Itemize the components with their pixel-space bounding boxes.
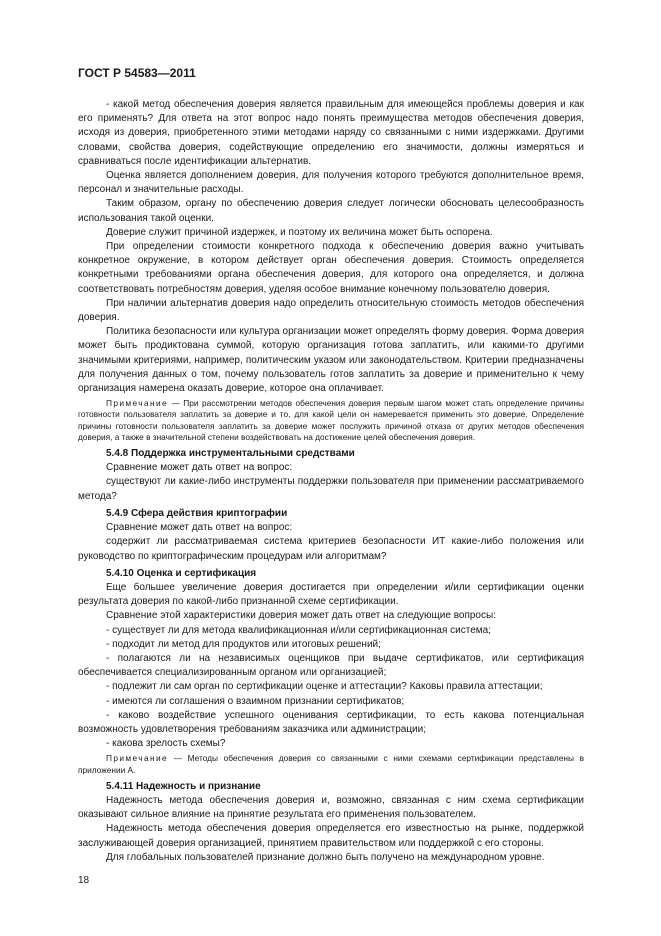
paragraph: Оценка является дополнением доверия, для получения которого требуются дополнительное время, персонал и значительные расходы. (78, 170, 584, 196)
document-body (78, 98, 584, 865)
page-number: 18 (78, 875, 90, 886)
paragraph: Доверие служит причиной издержек, и поэтому их величина может быть оспорена. (106, 226, 493, 238)
paragraph: Еще большее увеличение доверия достигается при определении и/или сертификации оценки результата доверия по какой-либо признанной схеме сертификации. (78, 581, 584, 608)
note (78, 398, 584, 443)
note-label: Примечание (106, 398, 169, 409)
list-item: - подходит ли метод для продуктов или итоговых решений; (106, 638, 381, 650)
note-text: — При рассмотрении методов обеспечения доверия первым шагом может стать определение причины готовности пользователя заплатить за доверие и то, для какой цели он намеревается применить это доверие. Определение причины готовности пользователя заплатить за доверие может послужить причиной отказа от других методов обеспечения доверия, а также в значительной степени воздействовать на достижение целей обеспечения доверия. (78, 398, 584, 442)
list-item: - существует ли для метода квалификационная и/или сертификационная система; (106, 624, 491, 636)
list-item: - каково воздействие успешного оценивания сертификации, то есть какова потенциальная возможность удовлетворения требованиям заказчика или администрации; (78, 709, 584, 735)
section-heading: 5.4.10 Оценка и сертификация (106, 567, 257, 579)
paragraph: При наличии альтернатив доверия надо определить относительную стоимость методов обеспечения доверия. (78, 297, 584, 324)
note-text: — Методы обеспечения доверия со связанными с ними схемами сертификации представлены в приложении А. (78, 753, 584, 775)
document-header: ГОСТ Р 54583—2011 (78, 66, 196, 80)
paragraph: содержит ли рассматриваемая система критериев безопасности ИТ какие-либо положения или руководство по криптографическим процедурам или алгоритмам? (78, 536, 584, 562)
list-item: - полагаются ли на независимых оценщиков при выдаче сертификатов, или сертификация обеспечивается специализированным органом или организацией; (78, 652, 584, 679)
paragraph: - какой метод обеспечения доверия является правильным для имеющейся проблемы доверия и как его применять? Для ответа на этот вопрос надо понять преимущества методов обеспечения доверия, исходя из доверия, приобретенного этими методами наряду со связанными с ними издержками. Другими словами, свойства доверия, содействующие определению его значимости, должны измеряться и сравниваться после идентификации альтернатив. (78, 99, 584, 167)
paragraph: Сравнение этой характеристики доверия может дать ответ на следующие вопросы: (106, 610, 496, 622)
section-heading: 5.4.11 Надежность и признание (106, 780, 261, 792)
section-heading: 5.4.9 Сфера действия криптографии (106, 507, 288, 519)
note-label: Примечание (106, 753, 169, 764)
paragraph: Сравнение может дать ответ на вопрос: (106, 522, 293, 534)
list-item: - подлежит ли сам орган по сертификации оценке и аттестации? Каковы правила аттестации; (106, 681, 543, 693)
list-item: - имеются ли соглашения о взаимном признании сертификатов; (106, 695, 405, 707)
paragraph: При определении стоимости конкретного подхода к обеспечению доверия важно учитывать конкретное окружение, в котором действует орган обеспечения доверия. Стоимость определяется конкретными требованиями органа обеспечения доверия, для которого она определяется, и должна соответствовать потребностям доверия, уделяя особое внимание конечному пользователю доверия. (78, 241, 584, 295)
paragraph: Для глобальных пользователей признание должно быть получено на международном уровне. (106, 851, 545, 863)
paragraph: Сравнение может дать ответ на вопрос: (106, 462, 293, 474)
paragraph: Политика безопасности или культура организации может определять форму доверия. Форма доверия может быть продиктована суммой, которую организация готова заплатить, или какими-то другими значимыми критериями, например, политическим указом или законодательством. Критерии предназначены для получения данных о том, почему пользователь готов заплатить за доверие и применительно к чему организация намерена оказать доверие, которое она оплачивает. (78, 326, 584, 395)
paragraph: Надежность метода обеспечения доверия определяется его известностью на рынке, поддержкой заслуживающей доверия организацией, принятием правительством или поддержкой с его стороны. (78, 823, 584, 849)
paragraph: Надежность метода обеспечения доверия и, возможно, связанная с ним схема сертификации оказывают сильное влияние на принятие результата его применения пользователем. (78, 794, 584, 821)
note (78, 753, 584, 775)
section-heading: 5.4.8 Поддержка инструментальными средствами (106, 448, 355, 460)
paragraph: существуют ли какие-либо инструменты поддержки пользователя при применении рассматриваемого метода? (78, 476, 584, 502)
list-item: - какова зрелость схемы? (106, 738, 226, 750)
paragraph: Таким образом, органу по обеспечению доверия следует логически обосновать целесообразность использования такой оценки. (78, 198, 584, 224)
